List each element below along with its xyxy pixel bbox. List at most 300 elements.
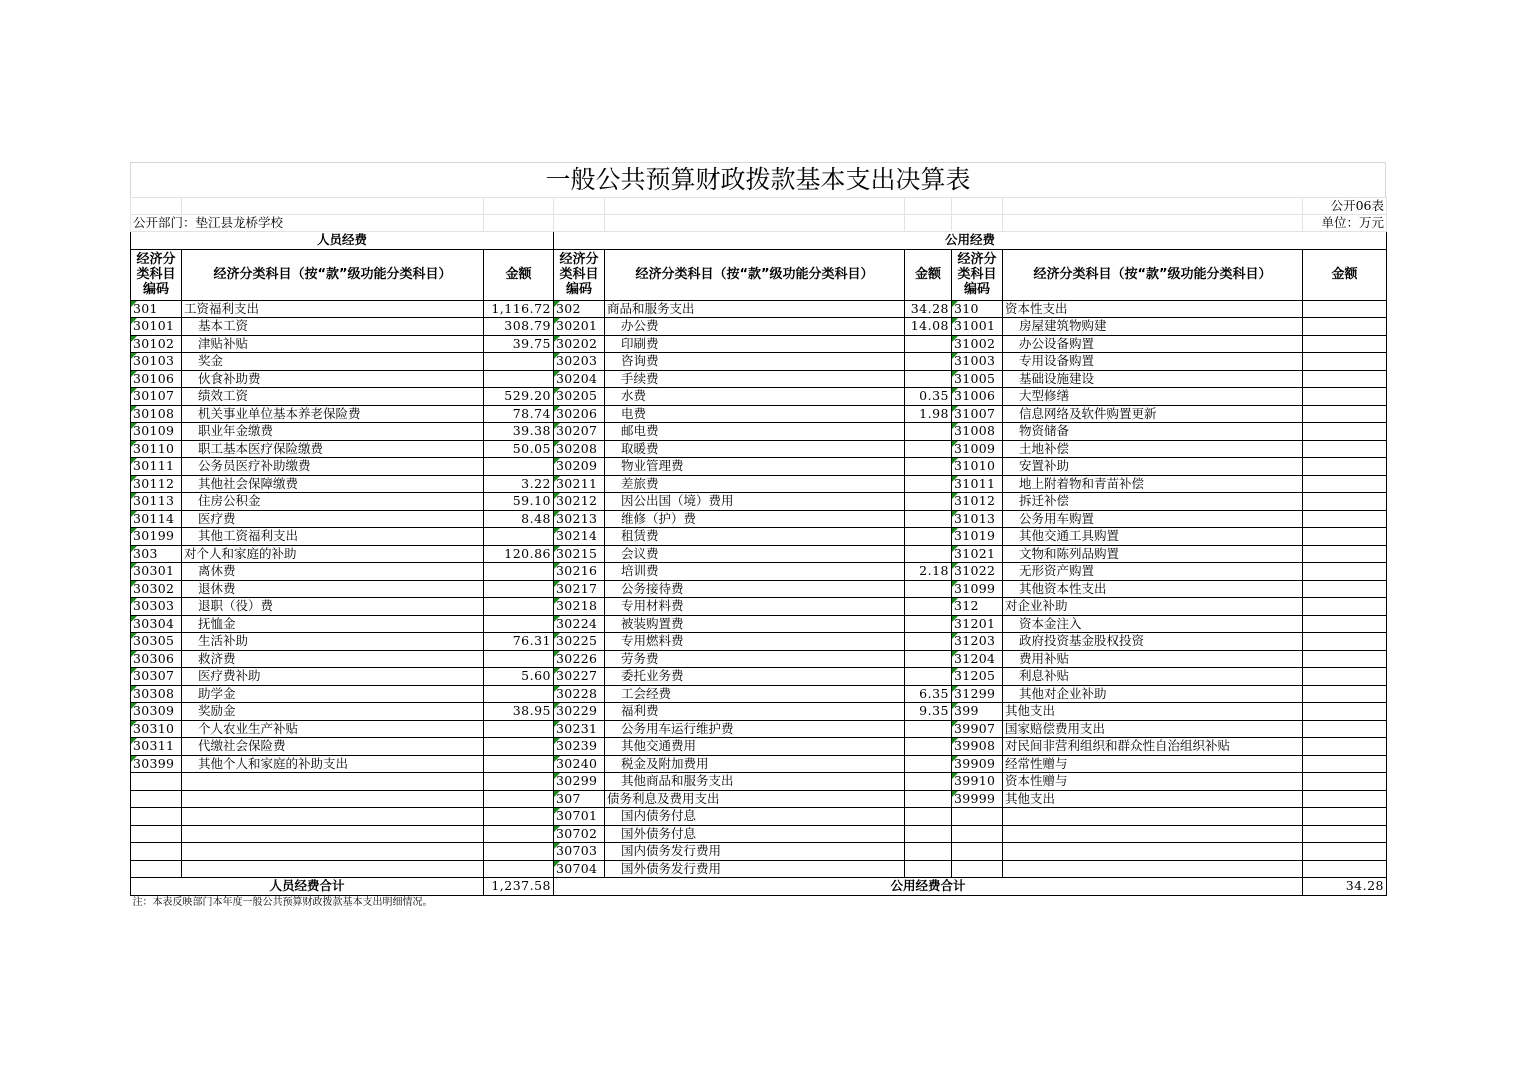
amount <box>1303 405 1387 423</box>
economic-code: 39909 <box>952 755 1003 773</box>
amount <box>1303 458 1387 476</box>
category-name: 专用设备购置 <box>1003 353 1303 371</box>
department-label: 公开部门：垫江县龙桥学校 <box>131 215 484 232</box>
economic-code: 30304 <box>131 615 182 633</box>
amount <box>1303 580 1387 598</box>
category-name: 其他工资福利支出 <box>182 528 484 546</box>
category-name: 其他商品和服务支出 <box>605 773 905 791</box>
amount <box>1303 335 1387 353</box>
amount <box>905 528 952 546</box>
economic-code: 30205 <box>554 388 605 406</box>
economic-code: 31299 <box>952 685 1003 703</box>
amount: 78.74 <box>484 405 554 423</box>
category-name: 职工基本医疗保险缴费 <box>182 440 484 458</box>
economic-code: 30227 <box>554 668 605 686</box>
amount <box>1303 493 1387 511</box>
amount <box>905 475 952 493</box>
amount <box>905 370 952 388</box>
personnel-total-value: 1,237.58 <box>484 878 554 896</box>
table-row <box>131 650 1387 668</box>
economic-code: 303 <box>131 545 182 563</box>
amount <box>1303 790 1387 808</box>
category-name <box>1003 843 1303 861</box>
economic-code <box>952 860 1003 878</box>
economic-code: 30239 <box>554 738 605 756</box>
category-name: 被装购置费 <box>605 615 905 633</box>
category-name: 债务利息及费用支出 <box>605 790 905 808</box>
economic-code: 31001 <box>952 318 1003 336</box>
economic-code: 30216 <box>554 563 605 581</box>
amount: 5.60 <box>484 668 554 686</box>
category-name: 对民间非营利组织和群众性自治组织补贴 <box>1003 738 1303 756</box>
amount <box>1303 755 1387 773</box>
category-name: 因公出国（境）费用 <box>605 493 905 511</box>
public-total-label: 公用经费合计 <box>554 878 1303 896</box>
amount: 308.79 <box>484 318 554 336</box>
table-row <box>131 493 1387 511</box>
category-name: 土地补偿 <box>1003 440 1303 458</box>
category-name <box>1003 808 1303 826</box>
economic-code: 39907 <box>952 720 1003 738</box>
amount <box>484 808 554 826</box>
amount <box>484 598 554 616</box>
category-name <box>1003 825 1303 843</box>
category-name: 工会经费 <box>605 685 905 703</box>
amount: 529.20 <box>484 388 554 406</box>
table-row <box>131 353 1387 371</box>
amount <box>484 370 554 388</box>
economic-code: 30108 <box>131 405 182 423</box>
table-row <box>131 388 1387 406</box>
category-name: 税金及附加费用 <box>605 755 905 773</box>
economic-code: 310 <box>952 300 1003 318</box>
amount <box>1303 685 1387 703</box>
category-name: 退休费 <box>182 580 484 598</box>
col-header-name: 经济分类科目（按“款”级功能分类科目） <box>182 249 484 300</box>
economic-code: 30214 <box>554 528 605 546</box>
amount <box>1303 598 1387 616</box>
economic-code: 30204 <box>554 370 605 388</box>
amount <box>905 545 952 563</box>
category-name: 其他支出 <box>1003 790 1303 808</box>
economic-code: 39908 <box>952 738 1003 756</box>
meta-row <box>131 215 1387 232</box>
amount <box>484 843 554 861</box>
table-note: 注：本表反映部门本年度一般公共预算财政拨款基本支出明细情况。 <box>132 896 433 908</box>
amount <box>1303 808 1387 826</box>
economic-code: 30101 <box>131 318 182 336</box>
amount: 0.35 <box>905 388 952 406</box>
amount <box>905 773 952 791</box>
amount <box>1303 650 1387 668</box>
amount <box>1303 843 1387 861</box>
economic-code: 30201 <box>554 318 605 336</box>
economic-code: 30229 <box>554 703 605 721</box>
amount <box>905 668 952 686</box>
economic-code <box>131 773 182 791</box>
economic-code: 30103 <box>131 353 182 371</box>
category-name: 取暖费 <box>605 440 905 458</box>
section-public: 公用经费 <box>554 232 1387 250</box>
col-header-amount: 金额 <box>905 249 952 300</box>
amount <box>905 353 952 371</box>
economic-code: 31203 <box>952 633 1003 651</box>
economic-code <box>131 860 182 878</box>
category-name: 会议费 <box>605 545 905 563</box>
economic-code <box>131 790 182 808</box>
category-name: 抚恤金 <box>182 615 484 633</box>
category-name: 其他支出 <box>1003 703 1303 721</box>
economic-code: 31008 <box>952 423 1003 441</box>
economic-code: 31005 <box>952 370 1003 388</box>
amount <box>484 790 554 808</box>
category-name: 伙食补助费 <box>182 370 484 388</box>
economic-code <box>131 808 182 826</box>
category-name: 专用材料费 <box>605 598 905 616</box>
amount: 120.86 <box>484 545 554 563</box>
table-row <box>131 405 1387 423</box>
category-name: 津贴补贴 <box>182 335 484 353</box>
category-name: 拆迁补偿 <box>1003 493 1303 511</box>
amount <box>905 458 952 476</box>
table-row <box>131 843 1387 861</box>
amount <box>905 510 952 528</box>
category-name: 印刷费 <box>605 335 905 353</box>
category-name: 水费 <box>605 388 905 406</box>
economic-code: 31006 <box>952 388 1003 406</box>
economic-code: 30113 <box>131 493 182 511</box>
col-header-amount: 金额 <box>484 249 554 300</box>
category-name: 福利费 <box>605 703 905 721</box>
amount <box>1303 353 1387 371</box>
table-row <box>131 528 1387 546</box>
category-name: 医疗费补助 <box>182 668 484 686</box>
economic-code: 30309 <box>131 703 182 721</box>
category-name: 国家赔偿费用支出 <box>1003 720 1303 738</box>
category-name: 物业管理费 <box>605 458 905 476</box>
amount <box>1303 860 1387 878</box>
amount <box>905 580 952 598</box>
table-row <box>131 545 1387 563</box>
table-row <box>131 475 1387 493</box>
amount <box>484 580 554 598</box>
economic-code: 31002 <box>952 335 1003 353</box>
economic-code <box>952 843 1003 861</box>
economic-code: 31021 <box>952 545 1003 563</box>
table-row <box>131 685 1387 703</box>
amount <box>1303 773 1387 791</box>
amount <box>905 860 952 878</box>
category-name <box>1003 860 1303 878</box>
economic-code: 30228 <box>554 685 605 703</box>
amount: 6.35 <box>905 685 952 703</box>
amount <box>484 825 554 843</box>
table-row <box>131 440 1387 458</box>
category-name: 费用补贴 <box>1003 650 1303 668</box>
category-name: 医疗费 <box>182 510 484 528</box>
table-row <box>131 773 1387 791</box>
economic-code: 31013 <box>952 510 1003 528</box>
economic-code: 30217 <box>554 580 605 598</box>
economic-code: 302 <box>554 300 605 318</box>
category-name: 手续费 <box>605 370 905 388</box>
amount: 76.31 <box>484 633 554 651</box>
category-name: 绩效工资 <box>182 388 484 406</box>
economic-code: 30102 <box>131 335 182 353</box>
section-personnel: 人员经费 <box>131 232 554 250</box>
category-name: 资本金注入 <box>1003 615 1303 633</box>
category-name: 无形资产购置 <box>1003 563 1303 581</box>
category-name: 培训费 <box>605 563 905 581</box>
amount <box>905 790 952 808</box>
amount <box>484 563 554 581</box>
category-name: 办公费 <box>605 318 905 336</box>
category-name: 其他交通费用 <box>605 738 905 756</box>
economic-code: 30302 <box>131 580 182 598</box>
category-name: 代缴社会保险费 <box>182 738 484 756</box>
category-name: 生活补助 <box>182 633 484 651</box>
category-name: 离休费 <box>182 563 484 581</box>
category-name: 电费 <box>605 405 905 423</box>
economic-code <box>952 825 1003 843</box>
amount: 2.18 <box>905 563 952 581</box>
amount: 1.98 <box>905 405 952 423</box>
amount <box>905 755 952 773</box>
economic-code: 30301 <box>131 563 182 581</box>
economic-code: 30215 <box>554 545 605 563</box>
table-row <box>131 703 1387 721</box>
economic-code: 31205 <box>952 668 1003 686</box>
economic-code: 39910 <box>952 773 1003 791</box>
amount <box>484 353 554 371</box>
category-name: 资本性赠与 <box>1003 773 1303 791</box>
economic-code: 30399 <box>131 755 182 773</box>
report-sheet <box>130 162 1386 910</box>
amount <box>905 423 952 441</box>
category-name: 其他资本性支出 <box>1003 580 1303 598</box>
economic-code: 31010 <box>952 458 1003 476</box>
category-name <box>182 825 484 843</box>
category-name: 国外债务付息 <box>605 825 905 843</box>
economic-code: 30703 <box>554 843 605 861</box>
amount <box>1303 825 1387 843</box>
amount <box>484 528 554 546</box>
table-row <box>131 580 1387 598</box>
table-row <box>131 790 1387 808</box>
category-name: 物资储备 <box>1003 423 1303 441</box>
category-name: 对企业补助 <box>1003 598 1303 616</box>
economic-code: 30208 <box>554 440 605 458</box>
report-title: 一般公共预算财政拨款基本支出决算表 <box>130 162 1386 197</box>
table-row <box>131 370 1387 388</box>
amount: 8.48 <box>484 510 554 528</box>
amount <box>484 773 554 791</box>
economic-code: 30306 <box>131 650 182 668</box>
category-name: 基础设施建设 <box>1003 370 1303 388</box>
category-name: 商品和服务支出 <box>605 300 905 318</box>
category-name: 其他个人和家庭的补助支出 <box>182 755 484 773</box>
economic-code: 39999 <box>952 790 1003 808</box>
amount: 38.95 <box>484 703 554 721</box>
amount <box>1303 720 1387 738</box>
amount <box>905 808 952 826</box>
category-name: 信息网络及软件购置更新 <box>1003 405 1303 423</box>
category-name <box>182 843 484 861</box>
category-name: 其他对企业补助 <box>1003 685 1303 703</box>
public-total-value: 34.28 <box>1303 878 1387 896</box>
amount <box>905 335 952 353</box>
table-row <box>131 668 1387 686</box>
amount <box>1303 615 1387 633</box>
economic-code: 30213 <box>554 510 605 528</box>
category-name: 退职（役）费 <box>182 598 484 616</box>
economic-code: 30704 <box>554 860 605 878</box>
economic-code: 31011 <box>952 475 1003 493</box>
economic-code: 30110 <box>131 440 182 458</box>
amount <box>1303 475 1387 493</box>
amount <box>905 440 952 458</box>
category-name: 文物和陈列品购置 <box>1003 545 1303 563</box>
economic-code: 30111 <box>131 458 182 476</box>
amount <box>1303 563 1387 581</box>
col-header-code: 经济分类科目编码 <box>554 249 605 300</box>
economic-code: 31019 <box>952 528 1003 546</box>
economic-code: 30211 <box>554 475 605 493</box>
category-name: 其他交通工具购置 <box>1003 528 1303 546</box>
economic-code: 30303 <box>131 598 182 616</box>
amount: 9.35 <box>905 703 952 721</box>
economic-code <box>131 843 182 861</box>
amount: 39.75 <box>484 335 554 353</box>
amount <box>905 738 952 756</box>
economic-code: 30307 <box>131 668 182 686</box>
category-name: 救济费 <box>182 650 484 668</box>
personnel-total-label: 人员经费合计 <box>131 878 484 896</box>
category-name: 资本性支出 <box>1003 300 1303 318</box>
economic-code: 399 <box>952 703 1003 721</box>
economic-code: 30702 <box>554 825 605 843</box>
economic-code: 30206 <box>554 405 605 423</box>
category-name: 基本工资 <box>182 318 484 336</box>
economic-code: 30199 <box>131 528 182 546</box>
category-name: 办公设备购置 <box>1003 335 1303 353</box>
economic-code: 30310 <box>131 720 182 738</box>
amount <box>484 755 554 773</box>
category-name: 政府投资基金股权投资 <box>1003 633 1303 651</box>
amount <box>905 720 952 738</box>
category-name: 国内债务付息 <box>605 808 905 826</box>
category-name: 租赁费 <box>605 528 905 546</box>
economic-code: 301 <box>131 300 182 318</box>
category-name: 公务用车购置 <box>1003 510 1303 528</box>
category-name: 利息补贴 <box>1003 668 1303 686</box>
table-row <box>131 808 1387 826</box>
economic-code: 30225 <box>554 633 605 651</box>
unit-label: 单位：万元 <box>1303 215 1387 232</box>
category-name: 国外债务发行费用 <box>605 860 905 878</box>
economic-code: 31099 <box>952 580 1003 598</box>
col-header-name: 经济分类科目（按“款”级功能分类科目） <box>605 249 905 300</box>
economic-code: 307 <box>554 790 605 808</box>
economic-code: 30226 <box>554 650 605 668</box>
column-header-row <box>131 249 1387 300</box>
col-header-code: 经济分类科目编码 <box>131 249 182 300</box>
economic-code: 30106 <box>131 370 182 388</box>
economic-code: 30299 <box>554 773 605 791</box>
table-row <box>131 615 1387 633</box>
economic-code: 30311 <box>131 738 182 756</box>
category-name: 委托业务费 <box>605 668 905 686</box>
category-name: 专用燃料费 <box>605 633 905 651</box>
table-row <box>131 738 1387 756</box>
category-name: 咨询费 <box>605 353 905 371</box>
table-row <box>131 755 1387 773</box>
category-name: 公务接待费 <box>605 580 905 598</box>
amount <box>905 825 952 843</box>
economic-code: 312 <box>952 598 1003 616</box>
economic-code: 30308 <box>131 685 182 703</box>
amount <box>484 458 554 476</box>
note-row <box>131 895 1387 910</box>
category-name: 公务用车运行维护费 <box>605 720 905 738</box>
economic-code: 30107 <box>131 388 182 406</box>
economic-code: 30209 <box>554 458 605 476</box>
amount <box>1303 633 1387 651</box>
economic-code: 30212 <box>554 493 605 511</box>
economic-code: 31009 <box>952 440 1003 458</box>
amount <box>484 685 554 703</box>
table-row <box>131 563 1387 581</box>
amount: 50.05 <box>484 440 554 458</box>
economic-code: 31012 <box>952 493 1003 511</box>
section-header-row <box>131 232 1387 250</box>
category-name: 对个人和家庭的补助 <box>182 545 484 563</box>
category-name: 个人农业生产补贴 <box>182 720 484 738</box>
economic-code: 30114 <box>131 510 182 528</box>
economic-code: 31022 <box>952 563 1003 581</box>
table-number: 公开06表 <box>1303 198 1387 215</box>
totals-row <box>131 878 1387 896</box>
category-name: 劳务费 <box>605 650 905 668</box>
amount <box>1303 510 1387 528</box>
category-name: 经常性赠与 <box>1003 755 1303 773</box>
category-name <box>182 790 484 808</box>
amount <box>905 493 952 511</box>
economic-code: 31007 <box>952 405 1003 423</box>
category-name <box>182 860 484 878</box>
col-header-amount: 金额 <box>1303 249 1387 300</box>
economic-code <box>131 825 182 843</box>
economic-code <box>952 808 1003 826</box>
amount <box>1303 545 1387 563</box>
category-name: 差旅费 <box>605 475 905 493</box>
category-name: 房屋建筑物购建 <box>1003 318 1303 336</box>
amount: 39.38 <box>484 423 554 441</box>
economic-code: 30701 <box>554 808 605 826</box>
blank-row <box>131 198 1387 215</box>
economic-code: 30203 <box>554 353 605 371</box>
economic-code: 30109 <box>131 423 182 441</box>
category-name: 地上附着物和青苗补偿 <box>1003 475 1303 493</box>
table-row <box>131 318 1387 336</box>
category-name: 公务员医疗补助缴费 <box>182 458 484 476</box>
amount <box>1303 703 1387 721</box>
col-header-code: 经济分类科目编码 <box>952 249 1003 300</box>
amount: 1,116.72 <box>484 300 554 318</box>
amount <box>1303 318 1387 336</box>
amount <box>905 843 952 861</box>
category-name: 大型修缮 <box>1003 388 1303 406</box>
